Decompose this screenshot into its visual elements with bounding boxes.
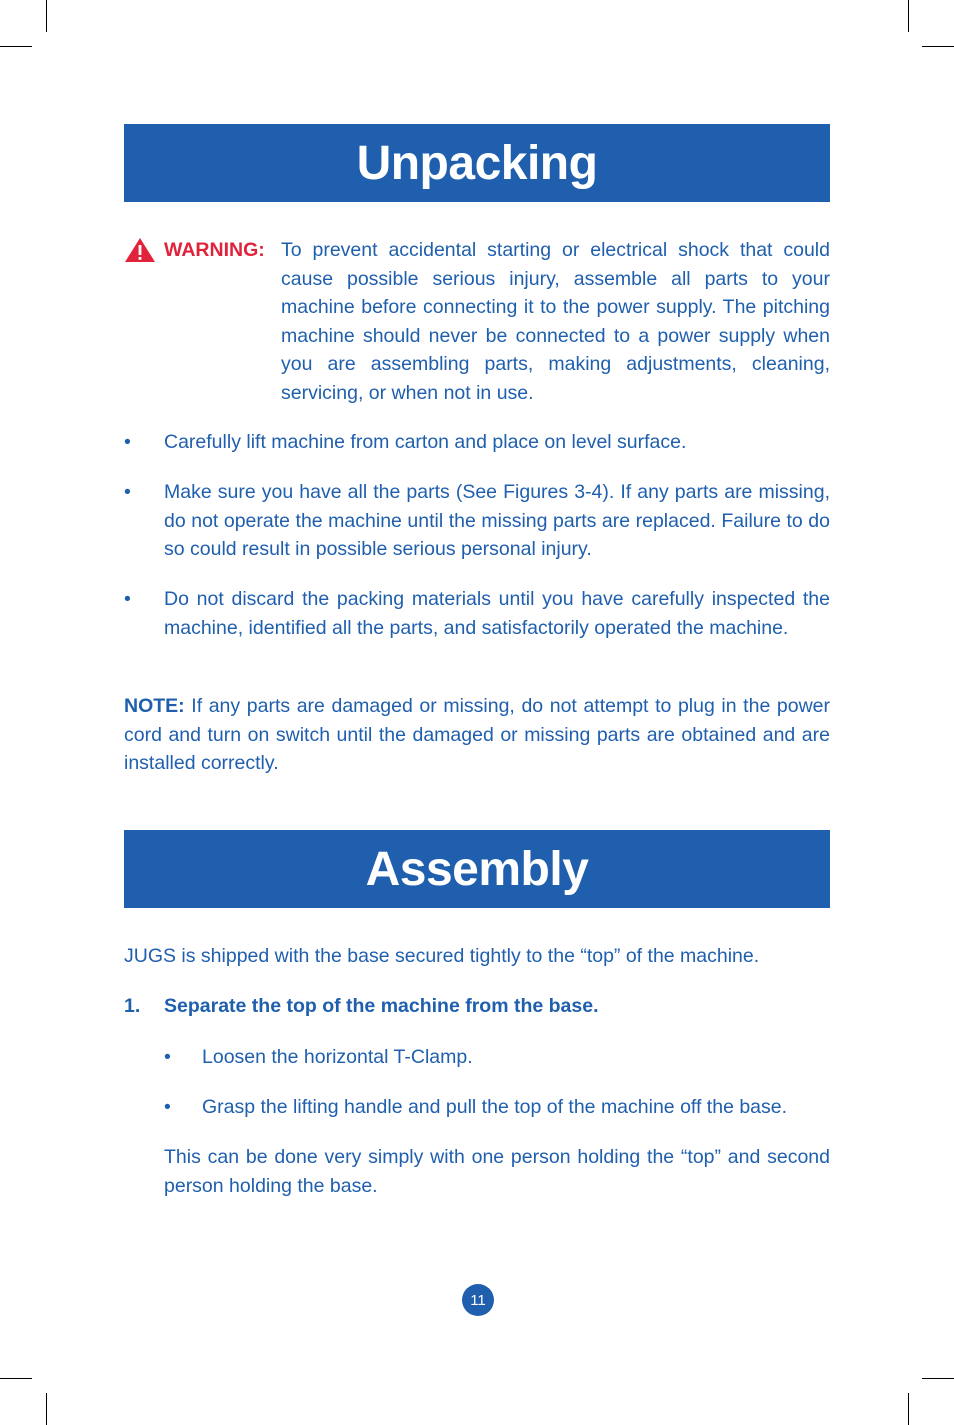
assembly-title: Assembly (365, 842, 589, 896)
bullet-icon: • (164, 1046, 171, 1068)
bullet-icon: • (124, 431, 131, 453)
bullet-icon: • (124, 481, 131, 503)
warning-text: To prevent accidental starting or electrical shock that could cause possible serious injury, assemble all parts to your machine before connecting it to the power supply. The pitching machine should never be connected to a power supply when you are assembling parts, making adjustments, cleaning, servicing, or when not in use. (281, 239, 830, 404)
step-number: 1. (124, 995, 141, 1017)
crop-mark (922, 46, 954, 47)
crop-mark (908, 1393, 909, 1425)
crop-mark (0, 1378, 32, 1379)
crop-mark (922, 1378, 954, 1379)
step-title: Separate the top of the machine from the base. (164, 995, 599, 1017)
closing-paragraph: This can be done very simply with one person holding the “top” and second person holding the base. (164, 1146, 830, 1197)
page-number: 11 (470, 1291, 486, 1309)
warning-label: WARNING: (164, 239, 265, 261)
list-item-text: Loosen the horizontal T-Clamp. (202, 1046, 473, 1068)
list-item-text: Make sure you have all the parts (See Figures 3-4). If any parts are missing, do not operate the machine until the missing parts are replaced. Failure to do so could result in possible serious personal injury. (164, 481, 830, 560)
note-text: If any parts are damaged or missing, do not attempt to plug in the power cord and turn on switch until the damaged or missing parts are obtained and are installed correctly. (124, 695, 831, 774)
warning-label-group (124, 236, 265, 265)
page-number-badge (462, 1284, 494, 1316)
list-item-text: Carefully lift machine from carton and place on level surface. (164, 431, 687, 453)
assembly-heading (124, 830, 830, 908)
list-item-text: Do not discard the packing materials until you have carefully inspected the machine, identified all the parts, and satisfactorily operated the machine. (164, 588, 830, 639)
crop-mark (46, 0, 47, 32)
note-paragraph (124, 692, 830, 778)
bullet-icon: • (124, 588, 131, 610)
crop-mark (908, 0, 909, 32)
crop-mark (46, 1393, 47, 1425)
crop-mark (0, 46, 32, 47)
assembly-intro: JUGS is shipped with the base secured tightly to the “top” of the machine. (124, 945, 760, 967)
unpacking-title: Unpacking (356, 136, 598, 190)
unpacking-heading (124, 124, 830, 202)
bullet-icon: • (164, 1096, 171, 1118)
note-label: NOTE: (124, 695, 185, 717)
list-item-text: Grasp the lifting handle and pull the top of the machine off the base. (202, 1096, 788, 1118)
warning-triangle-icon (124, 237, 156, 263)
